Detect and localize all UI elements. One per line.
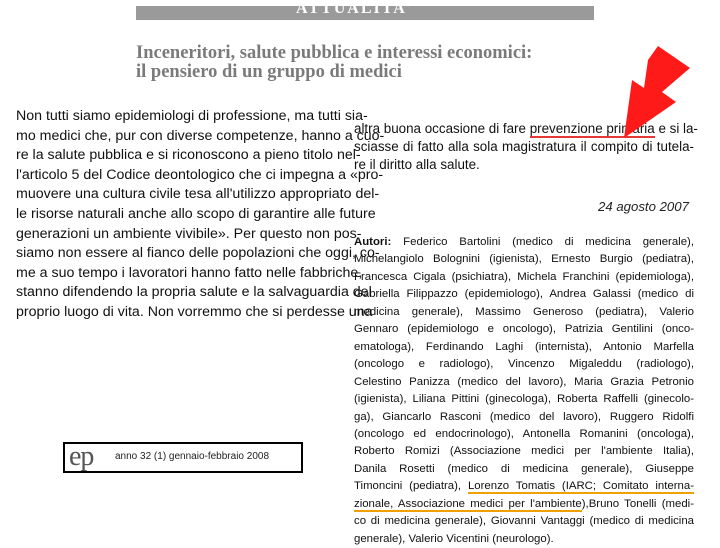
text-line: muovere una cultura civile tesa all'utilizzo appropriato del- [16, 186, 380, 203]
journal-issue: anno 32 (1) gennaio-febbraio 2008 [115, 451, 270, 462]
authors-line [354, 234, 694, 251]
text-line: me a suo tempo i lavoratori hanno fatto nelle fabbriche, [16, 264, 363, 281]
text-fragment: e si la- [654, 121, 698, 136]
article-date: 24 agosto 2007 [598, 199, 689, 214]
text-line: re il diritto alla salute. [354, 156, 480, 172]
red-arrow-icon [610, 46, 690, 140]
text-line: stanno difendendo la propria salute e la salvaguardia del [16, 284, 372, 301]
authors-label: Autori: [354, 236, 392, 248]
authors-line: (igienista), Liliana Pittini (ginecologa), Roberta Raffelli (ginecolo- [354, 393, 694, 406]
authors-line: Roberto Romizi (Associazione medici per l'ambiente Italia), [354, 445, 694, 458]
authors-line: ga), Giancarlo Rasconi (medico del lavoro), Ruggero Ridolfi [354, 410, 694, 423]
authors-line: Gabriella Filippazzo (epidemiologo), Andrea Galassi (medico di [354, 288, 694, 301]
title-line-2: il pensiero di un gruppo di medici [136, 62, 402, 82]
text-fragment: ),Bruno Tonelli (medi- [581, 497, 694, 510]
authors-line: Danila Rosetti (medico di medicina generale), Giuseppe [354, 462, 694, 475]
authors-line: medicina generale), Massimo Generoso (pediatra), Valerio [354, 305, 694, 318]
text-line: Non tutti siamo epidemiologi di professione, ma tutti sia- [16, 108, 368, 124]
highlight-tomatis: Lorenzo Tomatis (IARC; Comitato interna- [467, 480, 695, 493]
section-label: ATTUALITA' [296, 0, 414, 17]
authors-line: (oncologo e radiologo), Vincenzo Migaleddu (radiologo), [354, 358, 694, 371]
authors-line: ematologa), Ferdinando Laghi (internista), Antonio Marfella [354, 340, 694, 353]
text-line: generazioni un ambiente vivibile». Per questo non pos- [16, 225, 362, 242]
authors-line: Michelangiolo Bolognini (igienista), Ernesto Burgio (pediatra), [354, 253, 694, 266]
authors-line: generale), Valerio Vicentini (neurologo). [354, 532, 554, 545]
title-line-1: Inceneritori, salute pubblica e interessi economici: [136, 43, 533, 63]
authors-line: Francesca Cigala (psichiatra), Michela Franchini (epidemiologa), [354, 270, 694, 283]
journal-footer-box [63, 442, 303, 473]
text-line: proprio luogo di vita. Non vorremmo che si perdesse una [16, 303, 373, 320]
text-fragment: Timoncini (pediatra), [354, 480, 468, 493]
authors-line: (oncologo ed endocrinologo), Antonella Romanini (oncologa), [354, 427, 694, 440]
text-line: re la salute pubblica e si riconoscono a pieno titolo nel- [16, 147, 361, 164]
journal-logo: ep [69, 441, 94, 472]
text-line: mo medici che, pur con diverse competenze, hanno a cuo- [16, 127, 385, 144]
text-line: siamo non essere al fianco delle popolazioni che oggi, co- [16, 245, 380, 262]
authors-line: Celestino Panizza (medico del lavoro), Maria Grazia Petronio [354, 375, 694, 388]
highlight-associazione: zionale, Associazione medici per l'ambiente [354, 497, 582, 510]
authors-line: co di medicina generale), Giovanni Vantaggi (medico di medicina [354, 515, 694, 528]
text-line: sciasse di fatto alla sola magistratura il compito di tutela- [354, 138, 694, 154]
text-line: le risorse naturali anche allo scopo di garantire alle future [16, 205, 376, 222]
text-fragment: Federico Bartolini (medico di medicina generale), [391, 236, 694, 248]
text-line: l'articolo 5 del Codice deontologico che ci impegna a «pro- [16, 166, 384, 183]
authors-list [354, 234, 694, 548]
authors-line [354, 478, 694, 495]
text-fragment: altra buona occasione di fare [354, 121, 530, 136]
authors-line: Gennaro (epidemiologo e oncologo), Patrizia Gentilini (onco- [354, 323, 694, 336]
authors-line [354, 496, 694, 513]
section-header-bar [136, 0, 594, 20]
highlight-prevenzione-primaria: prevenzione primaria [529, 121, 655, 136]
article-title [136, 44, 596, 82]
